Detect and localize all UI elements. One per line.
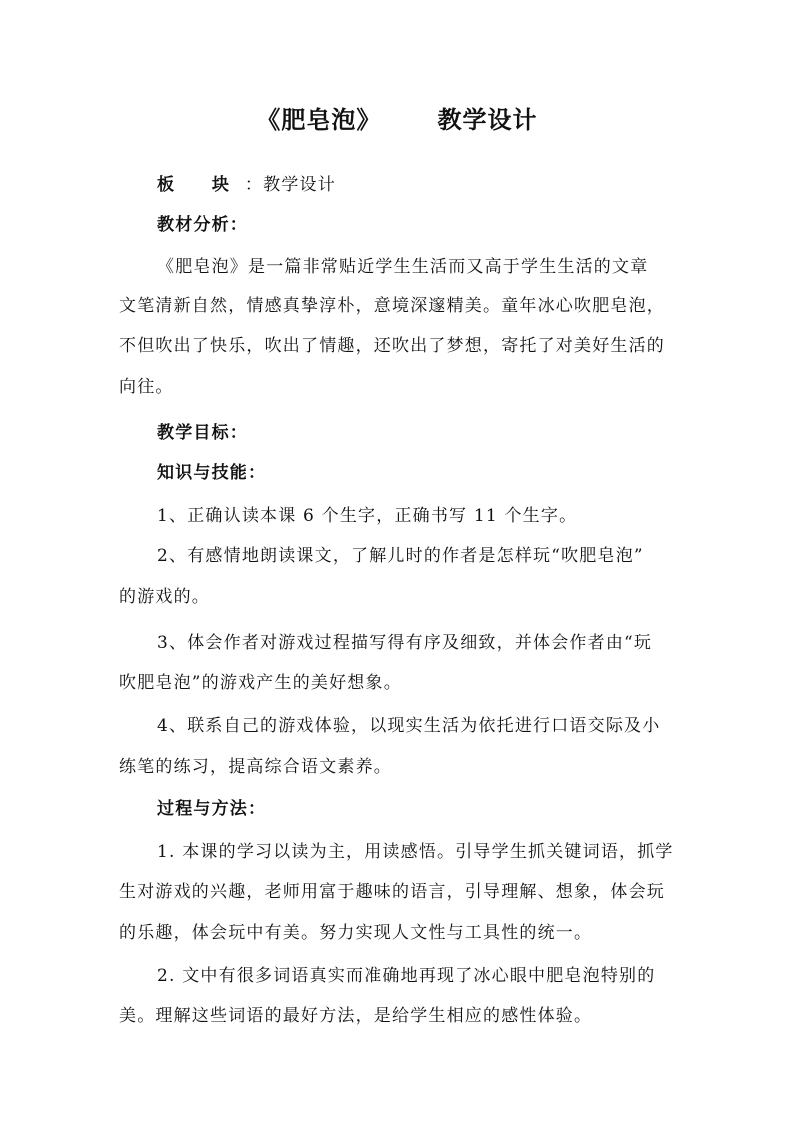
process-item-2-continued: 美。理解这些词语的最好方法，是给学生相应的感性体验。 xyxy=(119,1006,593,1026)
material-analysis-heading: 教材分析： xyxy=(157,215,248,235)
knowledge-item-2-continued: 的游戏的。 xyxy=(119,587,210,607)
knowledge-item-4: 4、联系自己的游戏体验，以现实生活为依托进行口语交际及小 xyxy=(157,716,661,736)
knowledge-item-3: 3、体会作者对游戏过程描写得有序及细致，并体会作者由“玩 xyxy=(157,633,653,653)
knowledge-item-3-continued: 吹肥皂泡”的游戏产生的美好想象。 xyxy=(119,673,402,693)
section-label-value: 教学设计 xyxy=(263,175,336,195)
process-item-1: 1. 本课的学习以读为主，用读感悟。引导学生抓关键词语，抓学 xyxy=(157,842,674,862)
knowledge-item-4-continued: 练笔的练习，提高综合语文素养。 xyxy=(119,757,392,777)
section-label-row xyxy=(157,170,336,195)
section-label-separator: ： xyxy=(244,175,264,195)
process-item-2: 2. 文中有很多词语真实而准确地再现了冰心眼中肥皂泡特别的 xyxy=(157,966,656,986)
process-methods-heading: 过程与方法： xyxy=(157,799,267,819)
section-label-key: 板 块 xyxy=(157,175,245,195)
knowledge-item-2: 2、有感情地朗读课文，了解儿时的作者是怎样玩“吹肥皂泡” xyxy=(157,546,644,566)
knowledge-skills-heading: 知识与技能： xyxy=(157,463,267,483)
knowledge-item-1: 1、正确认读本课 6 个生字，正确书写 11 个生字。 xyxy=(157,506,578,526)
material-analysis-line: 《肥皂泡》是一篇非常贴近学生生活而又高于学生生活的文章 xyxy=(157,257,649,277)
material-analysis-line: 向往。 xyxy=(119,377,174,397)
process-item-1-continued: 生对游戏的兴趣，老师用富于趣味的语言，引导理解、想象，体会玩 xyxy=(119,882,665,902)
page-title: 《肥皂泡》 教学设计 xyxy=(256,105,538,134)
process-item-1-continued: 的乐趣，体会玩中有美。努力实现人文性与工具性的统一。 xyxy=(119,923,593,943)
material-analysis-line: 不但吹出了快乐，吹出了情趣，还吹出了梦想，寄托了对美好生活的 xyxy=(119,336,665,356)
material-analysis-line: 文笔清新自然，情感真挚淳朴，意境深邃精美。童年冰心吹肥皂泡， xyxy=(119,296,665,316)
teaching-goals-heading: 教学目标： xyxy=(157,423,248,443)
